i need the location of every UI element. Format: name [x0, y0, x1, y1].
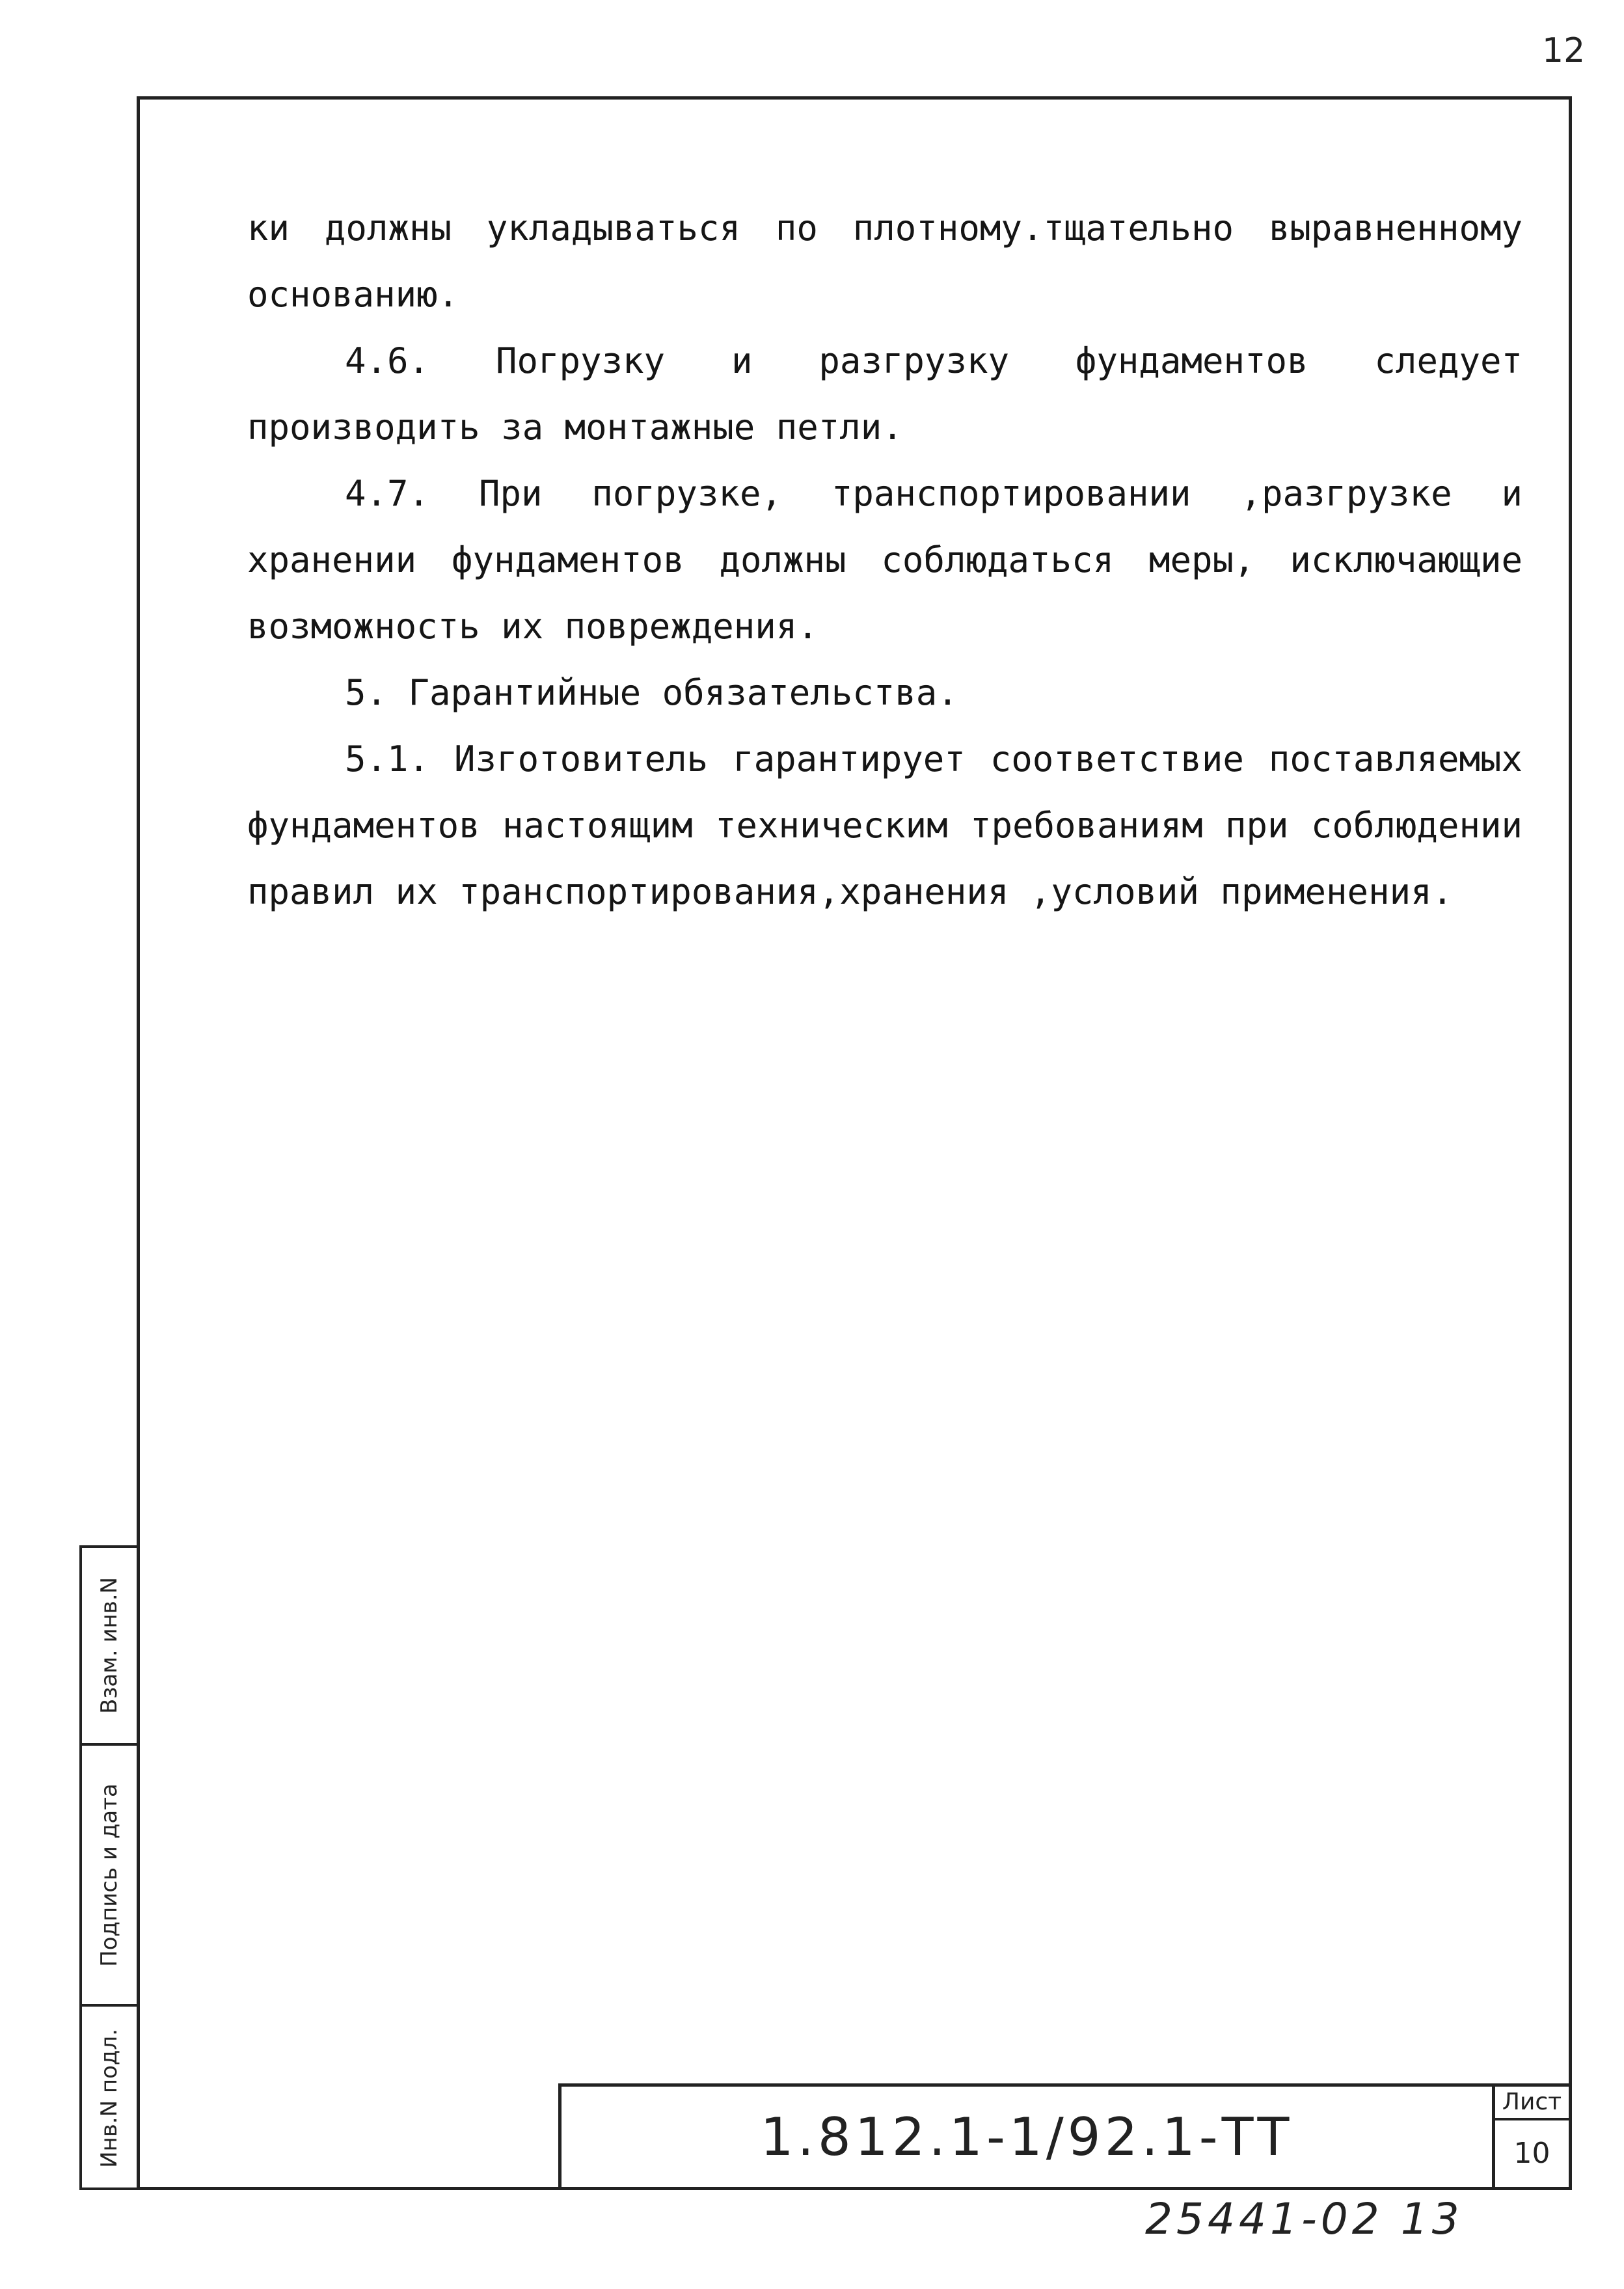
body-text: [247, 195, 1522, 925]
sheet-label: Лист: [1495, 2087, 1569, 2120]
section-heading: 5. Гарантийные обязательства.: [345, 672, 958, 713]
side-stamp-cell: [82, 2004, 137, 2190]
side-stamp-label: Подпись и дата: [96, 1783, 122, 1967]
side-stamp-label: Инв.N подл.: [96, 2029, 122, 2168]
archive-number: 25441-02 13: [1145, 2194, 1463, 2244]
side-stamp: [79, 1545, 137, 2190]
document-designation: 1.812.1-1/92.1-ТТ: [760, 2106, 1293, 2167]
side-stamp-cell: [82, 1743, 137, 2004]
paragraph: ки должны укладываться по плотному.тщательно выравненному основанию.: [247, 208, 1522, 315]
sheet-number: 10: [1513, 2137, 1550, 2170]
side-stamp-label: Взам. инв.N: [96, 1577, 122, 1714]
paragraph: 4.6. Погрузку и разгрузку фундаментов следует производить за монтажные петли.: [247, 340, 1522, 448]
side-stamp-cell: [82, 1548, 137, 1743]
paragraph: 4.7. При погрузке, транспортировании ,разгрузке и хранении фундаментов должны соблюдаться меры, исключающие возможность их повреждения.: [247, 473, 1522, 647]
title-block: [558, 2083, 1572, 2190]
paragraph: 5.1. Изготовитель гарантирует соответствие поставляемых фундаментов настоящим техническим требованиям при соблюдении правил их транспортирования,хранения ,условий применения.: [247, 738, 1522, 912]
sheet-cell: [1492, 2087, 1569, 2187]
page-number: 12: [1542, 31, 1586, 70]
